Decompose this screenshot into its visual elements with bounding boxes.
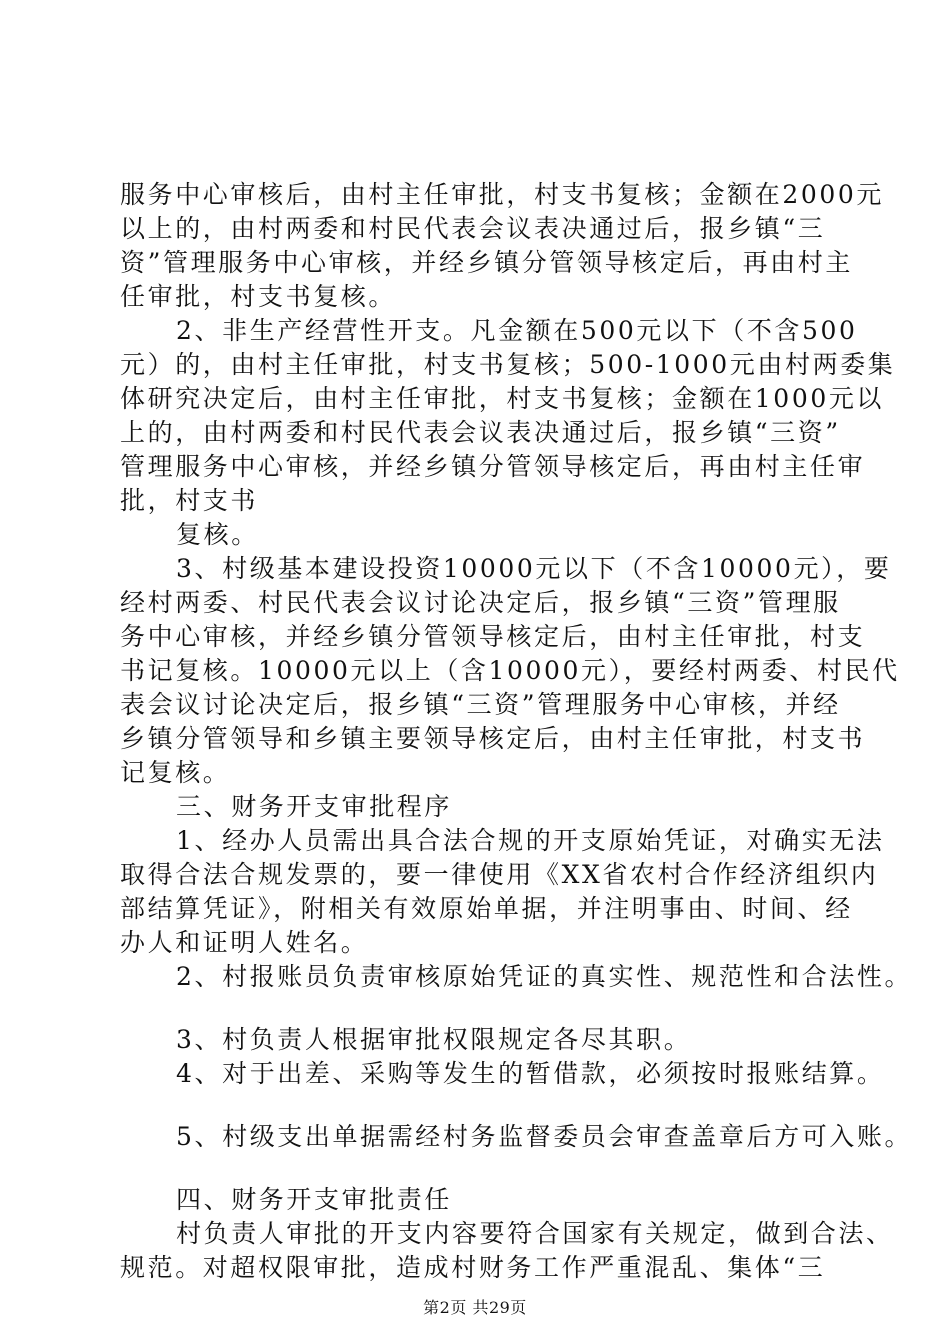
text-line: 4、对于出差、采购等发生的暂借款，必须按时报账结算。 — [176, 1059, 885, 1088]
text-line: 书记复核。10000元以上（含10000元），要经村两委、村民代 — [120, 656, 900, 685]
text-line: 经村两委、村民代表会议讨论决定后，报乡镇“三资”管理服 — [120, 588, 841, 617]
text-line: 5、村级支出单据需经村务监督委员会审查盖章后方可入账。 — [176, 1122, 913, 1151]
text-line: 办人和证明人姓名。 — [120, 928, 369, 957]
text-line: 资”管理服务中心审核，并经乡镇分管领导核定后，再由村主 — [120, 248, 853, 277]
text-line: 任审批，村支书复核。 — [120, 282, 397, 311]
text-line: 3、村负责人根据审批权限规定各尽其职。 — [176, 1025, 692, 1054]
text-line: 1、经办人员需出具合法合规的开支原始凭证，对确实无法 — [176, 826, 885, 855]
page-number-footer: 第2页 共29页 — [423, 1298, 527, 1317]
section-heading: 三、财务开支审批程序 — [176, 792, 453, 821]
text-line: 取得合法合规发票的，要一律使用《XX省农村合作经济组织内 — [120, 860, 879, 889]
text-line: 记复核。 — [120, 758, 231, 787]
text-line: 乡镇分管领导和乡镇主要领导核定后，由村主任审批，村支书 — [120, 724, 866, 753]
text-line: 务中心审核，并经乡镇分管领导核定后，由村主任审批，村支 — [120, 622, 866, 651]
text-line: 2、村报账员负责审核原始凭证的真实性、规范性和合法性。 — [176, 962, 913, 991]
text-line: 2、非生产经营性开支。凡金额在500元以下（不含500 — [176, 316, 858, 345]
text-line: 批，村支书 — [120, 486, 259, 515]
text-line: 体研究决定后，由村主任审批，村支书复核；金额在1000元以 — [120, 384, 885, 413]
text-line: 表会议讨论决定后，报乡镇“三资”管理服务中心审核，并经 — [120, 690, 841, 719]
text-line: 村负责人审批的开支内容要符合国家有关规定，做到合法、 — [176, 1219, 894, 1248]
text-line: 上的，由村两委和村民代表会议表决通过后，报乡镇“三资” — [120, 418, 841, 447]
section-heading: 四、财务开支审批责任 — [176, 1185, 453, 1214]
text-line: 以上的，由村两委和村民代表会议表决通过后，报乡镇“三 — [120, 214, 826, 243]
text-line: 复核。 — [176, 520, 259, 549]
text-line: 3、村级基本建设投资10000元以下（不含10000元），要 — [176, 554, 892, 583]
text-line: 管理服务中心审核，并经乡镇分管领导核定后，再由村主任审 — [120, 452, 866, 481]
text-line: 元）的，由村主任审批，村支书复核；500-1000元由村两委集 — [120, 350, 896, 379]
text-line: 部结算凭证》，附相关有效原始单据，并注明事由、时间、经 — [120, 894, 853, 923]
text-line: 规范。对超权限审批，造成村财务工作严重混乱、集体“三 — [120, 1253, 826, 1282]
text-line: 服务中心审核后，由村主任审批，村支书复核；金额在2000元 — [120, 180, 885, 209]
